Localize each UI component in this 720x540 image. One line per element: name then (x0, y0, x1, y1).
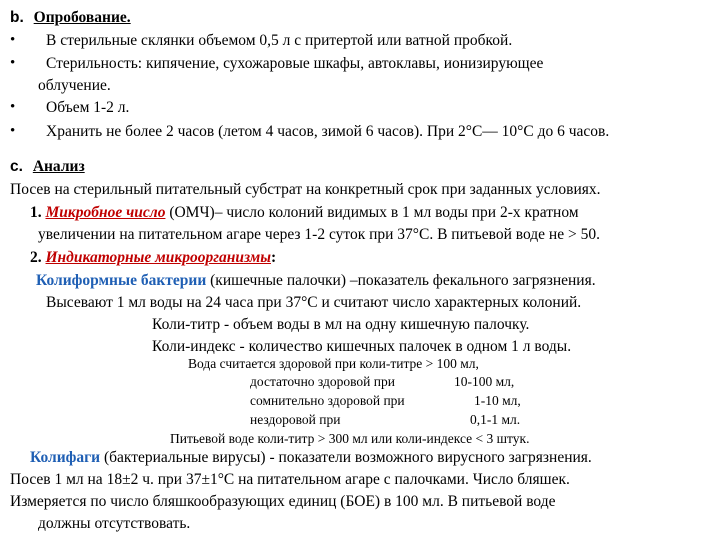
section-c-title: Анализ (32, 158, 85, 175)
item-number: 2. (30, 249, 42, 266)
section-c-marker: c. (10, 158, 23, 175)
quality-row-label: сомнительно здоровой при (250, 393, 405, 408)
quality-row-value: 0,1-1 мл. (470, 412, 521, 427)
bullet-text: В стерильные склянки объемом 0,5 л с притертой или ватной пробкой. (46, 32, 513, 49)
indicator-organisms-colon: : (270, 249, 277, 266)
bullet-icon: • (10, 123, 16, 139)
coliform-term: Колиформные бактерии (36, 272, 207, 289)
bullet-icon: • (10, 32, 16, 48)
coliphage-line (30, 448, 592, 468)
section-b-title: Опробование. (33, 9, 131, 26)
phage-measure-line: Измеряется по число бляшкообразующих единиц (БОЕ) в 100 мл. В питьевой воде (10, 493, 556, 510)
coli-titer-line: Коли-титр - объем воды в мл на одну кишечную палочку. (152, 316, 530, 333)
microbial-number-text: (ОМЧ)– число колоний видимых в 1 мл воды при 2-х кратном (165, 204, 579, 221)
indicator-organisms-line (30, 248, 276, 268)
section-c-heading (10, 157, 85, 177)
item-number: 1. (30, 204, 42, 221)
quality-row-label: нездоровой при (250, 412, 341, 427)
quality-row-value: 1-10 мл, (474, 393, 521, 408)
bullet-text-continuation: облучение. (38, 77, 111, 94)
coliphage-term: Колифаги (30, 449, 101, 466)
microbial-number-line (30, 203, 579, 223)
microbial-number-term: Микробное число (45, 204, 166, 221)
coli-index-line: Коли-индекс - количество кишечных палочек в одном 1 л воды. (152, 338, 572, 355)
coliform-text: (кишечные палочки) –показатель фекального загрязнения. (206, 272, 596, 289)
analysis-intro: Посев на стерильный питательный субстрат на конкретный срок при заданных условиях. (10, 181, 601, 198)
microbial-number-continuation: увеличении на питательном агаре через 1-2 суток при 37°С. В питьевой воде не > 50. (38, 226, 600, 243)
phage-measure-continuation: должны отсутствовать. (38, 515, 191, 532)
bullet-icon: • (10, 55, 16, 71)
indicator-organisms-term: Индикаторные микроорганизмы (45, 249, 271, 266)
drinking-water-line: Питьевой воде коли-титр > 300 мл или коли-индексе < 3 штук. (170, 431, 530, 446)
water-quality-line: Вода считается здоровой при коли-титре > 100 мл, (188, 356, 479, 371)
coliform-line (36, 271, 596, 291)
phage-seeding-line: Посев 1 мл на 18±2 ч. при 37±1°С на питательном агаре с палочками. Число бляшек. (10, 471, 570, 488)
bullet-text: Объем 1-2 л. (46, 99, 130, 116)
coliphage-text: (бактериальные вирусы) - показатели возможного вирусного загрязнения. (100, 449, 592, 466)
quality-row-label: достаточно здоровой при (250, 374, 395, 389)
section-b-marker: b. (10, 9, 24, 26)
bullet-text: Хранить не более 2 часов (летом 4 часов, зимой 6 часов). При 2°С— 10°С до 6 часов. (46, 123, 610, 140)
seeding-line: Высевают 1 мл воды на 24 часа при 37°С и считают число характерных колоний. (46, 294, 582, 311)
bullet-icon: • (10, 99, 16, 115)
section-b-heading (10, 8, 131, 28)
bullet-text: Стерильность: кипячение, сухожаровые шкафы, автоклавы, ионизирующее (46, 55, 544, 72)
quality-row-value: 10-100 мл, (454, 374, 515, 389)
